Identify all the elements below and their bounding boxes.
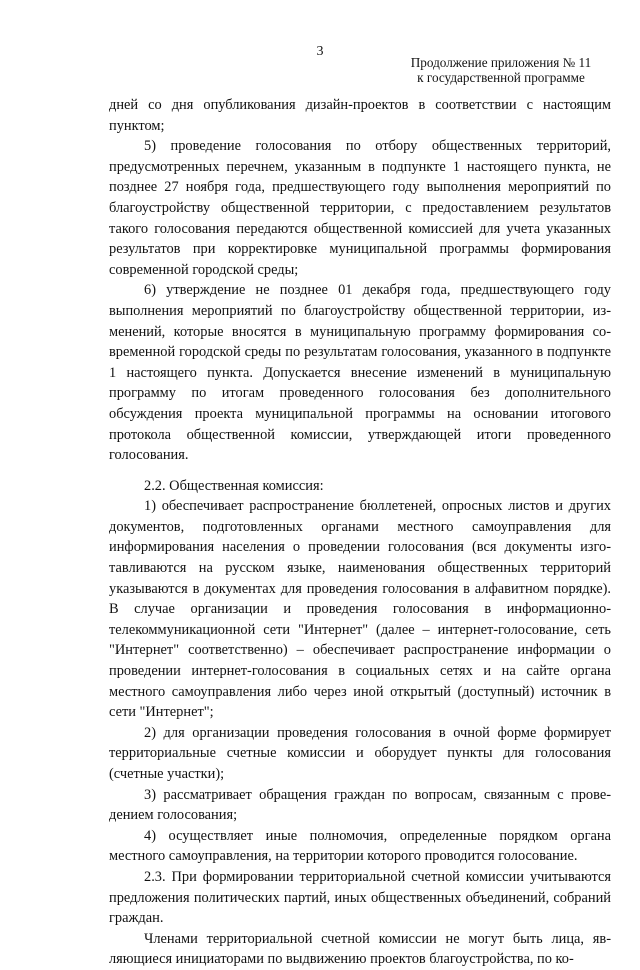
paragraph-commission-item-3: 3) рассматривает обращения граждан по вопросам, связанным с проведением голосования; [109, 786, 611, 824]
annex-line-1: Продолжение приложения № 11 [410, 55, 592, 70]
paragraph-commission-item-1: 1) обеспечивает распространение бюллетеней, опросных листов и других документов, подготовленных органами местного самоуправления для информирования населения о проведении голосования (вся документы изготавливаются на русском языке, наименования общественных территорий указываются в документах для проведения голосования в алфавитном порядке). В случае организации и проведения голосования в информационно-телекоммуникационной сети "Интернет" (далее – интернет-голосование, сеть "Интернет" соответственно) – обеспечивает распространение информации о проведении интернет-голосования в социальных сетях и на сайте органа местного самоуправления либо через иной открытый (доступный) источник в сети "Интернет"; [109, 498, 611, 721]
annex-header [380, 55, 622, 85]
paragraph-commission-item-4: 4) осуществляет иные полномочия, определенные порядком органа местного самоуправления, на территории которого проводится голосование. [109, 827, 611, 865]
page-number: 3 [316, 44, 324, 59]
paragraph-section-2-3: 2.3. При формировании территориальной счетной комиссии учитываются предложения политических партий, иных общественных объединений, собраний граждан. [109, 868, 611, 927]
annex-line-2: к государственной программе [417, 70, 585, 85]
section-heading-2-2: 2.2. Общественная комиссия: [144, 477, 324, 494]
paragraph-members: Членами территориальной счетной комиссии не могут быть лица, являющиеся инициаторами по выдвижению проектов благоустройства, по ко- [109, 930, 611, 968]
document-body [109, 95, 611, 970]
paragraph-item-5: 5) проведение голосования по отбору общественных территорий, предусмотренных перечнем, указанным в подпункте 1 настоящего пункта, не позднее 27 ноября года, предшествующего году выполнения мероприятий по благоустройству общественной территории, с предоставлением результатов такого голосования передаются общественной комиссией для учета указанных результатов при корректировке муниципальной программы формирования современной городской среды; [109, 138, 611, 278]
paragraph-item-6: 6) утверждение не позднее 01 декабря года, предшествующего году выполнения мероприятий по благоустройству общественной территории, изменений, которые вносятся в муниципальную программу формирования современной городской среды по результатам голосования, указанного в подпункте 1 настоящего пункта. Допускается внесение изменений в муниципальную программу по итогам проведенного голосования без дополнительного обсуждения проекта муниципальной программы на основании итогового протокола общественной комиссии, утверждающей итоги проведенного голосования. [109, 282, 611, 464]
paragraph-commission-item-2: 2) для организации проведения голосования в очной форме формирует территориальные счетные комиссии и оборудует пункты для голосования (счетные участки); [109, 724, 611, 782]
paragraph-continuation: дней со дня опубликования дизайн-проектов в соответствии с настоящим пунктом; [109, 97, 611, 134]
